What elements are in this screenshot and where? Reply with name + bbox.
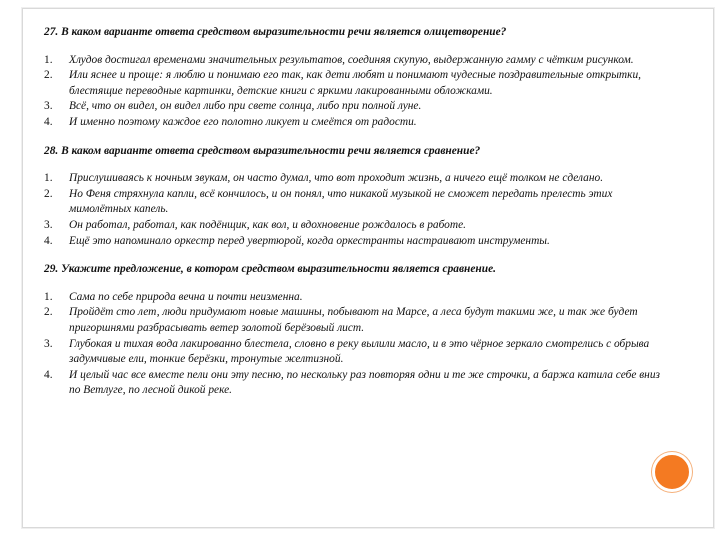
- question-27-options: [44, 53, 664, 131]
- question-28-title: 28. В каком варианте ответа средством выразительности речи является сравнение?: [44, 144, 481, 157]
- list-item: 4. Ещё это напоминало оркестр перед увертюрой, когда оркестранты настраивают инструменты.: [44, 234, 550, 247]
- list-item: 3. Он работал, работал, как подёнщик, как вол, и вдохновение рождалось в работе.: [44, 218, 467, 231]
- list-item: 1. Сама по себе природа вечна и почти неизменна.: [44, 290, 303, 303]
- question-28-options: [44, 171, 664, 249]
- question-29-title: 29. Укажите предложение, в котором средством выразительности является сравнение.: [44, 263, 496, 276]
- list-item: 3. Глубокая и тихая вода лакированно блестела, словно в реку вылили масло, и в это чёрное зеркало смотрелись с обрыва задумчивые ели, тонкие берёзки, тронутые желтизной.: [44, 337, 650, 366]
- question-27-title: 27. В каком варианте ответа средством выразительности речи является олицетворение?: [44, 26, 507, 38]
- list-item: 4. И именно поэтому каждое его полотно ликует и смеётся от радости.: [44, 115, 417, 128]
- list-item: 2. Пройдёт сто лет, люди придумают новые машины, побывают на Марсе, а леса будут такими же, и так же будет пригоршнями разбрасывать ветер золотой берёзовый лист.: [44, 306, 638, 334]
- question-29-options: [44, 290, 664, 399]
- list-item: 1. Прислушиваясь к ночным звукам, он часто думал, что вот проходит жизнь, а ничего ещё толком не сделано.: [44, 172, 604, 185]
- list-item: 2. Или яснее и проще: я люблю и понимаю его так, как дети любят и понимают чудесные поздравительные открытки, блестящие переводные картинки, детские книги с яркими лакированными обложками.: [44, 69, 642, 97]
- list-item: 3. Всё, что он видел, он видел либо при свете солнца, либо при полной луне.: [44, 100, 422, 113]
- list-item: 4. И целый час все вместе пели они эту песню, по нескольку раз повторяя одни и те же строчки, а баржа катила себе вниз по Ветлуге, по лесной дикой реке.: [44, 368, 660, 397]
- accent-circle-decoration: [652, 452, 692, 492]
- slide-content: [44, 18, 664, 399]
- list-item: 1. Хлудов достигал временами значительных результатов, соединяя скупую, выдержанную гамму с чётким рисунком.: [44, 53, 634, 66]
- list-item: 2. Но Феня стряхнула капли, всё кончилось, и он понял, что никакой музыкой не сможет передать прелесть этих мимолётных капель.: [44, 187, 613, 216]
